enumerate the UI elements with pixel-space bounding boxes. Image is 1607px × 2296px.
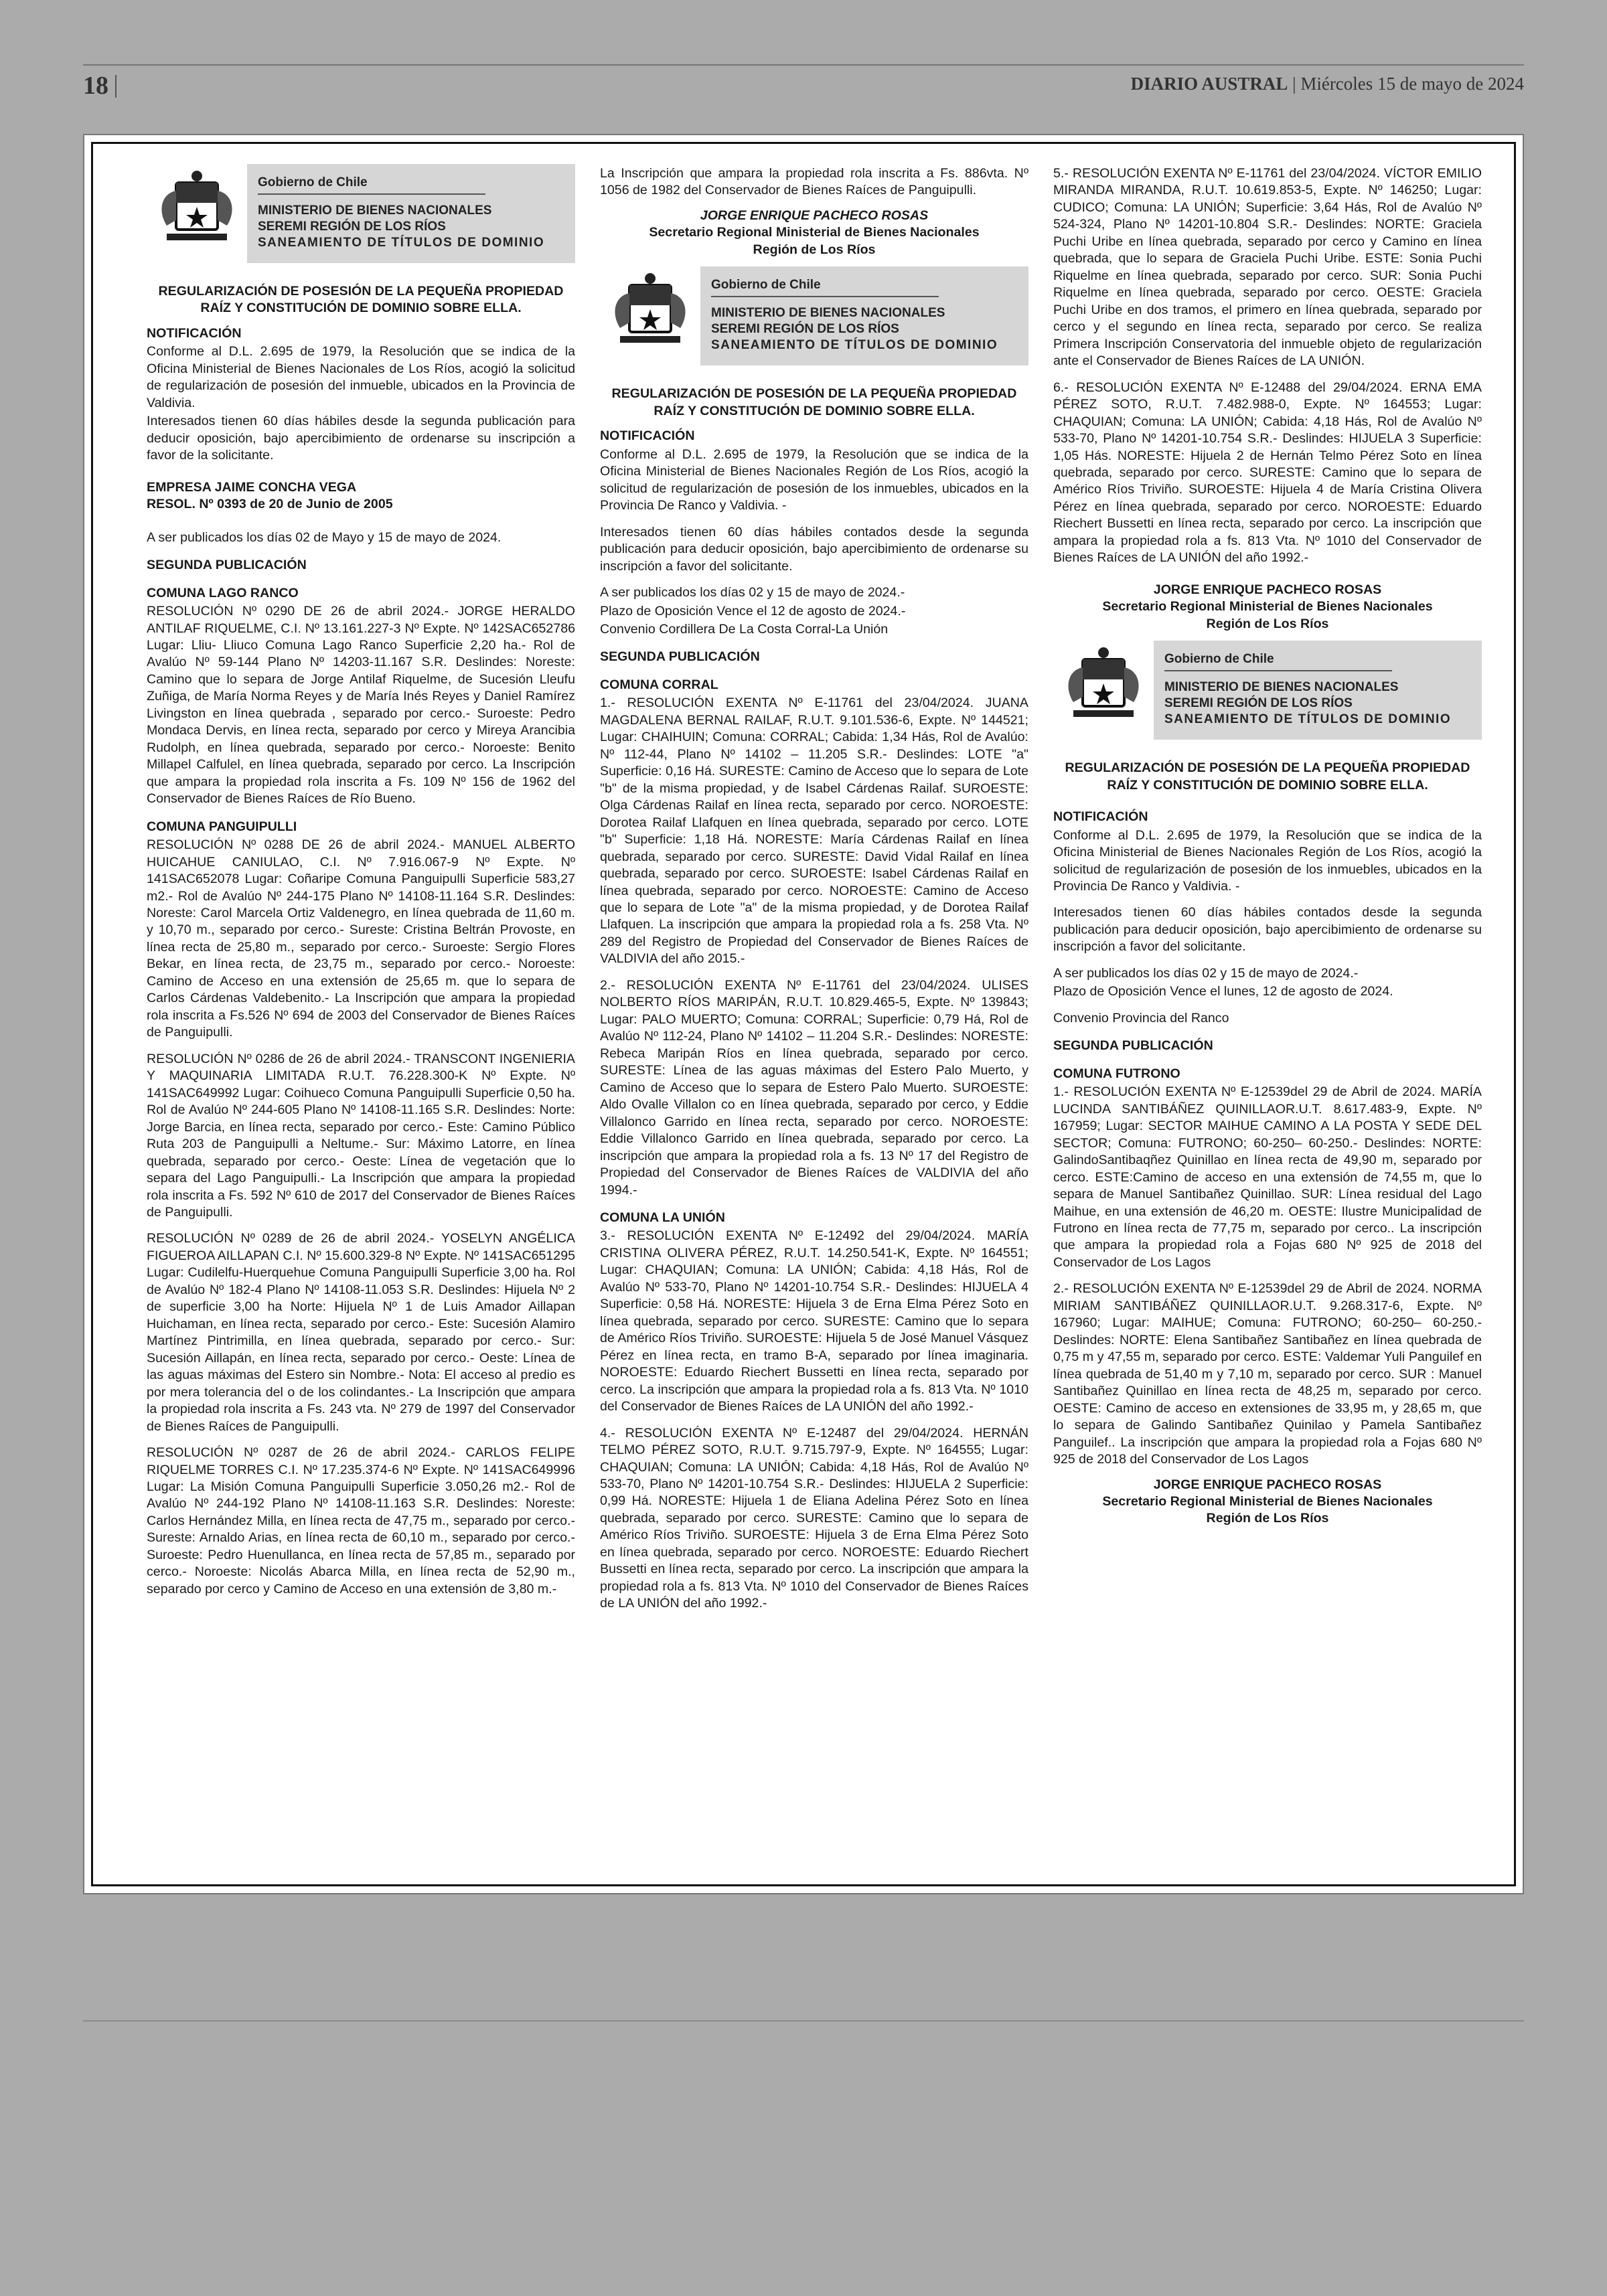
resolution-entry: 1.- RESOLUCIÓN EXENTA Nº E-12539del 29 de Abril de 2024. MARÍA LUCINDA SANTIBÁÑEZ QUINILLAOR.U.T. 8.617.483-9, Expte. Nº 167959; Lugar: SECTOR MAIHUE CAMINO A LA POSTA Y SEDE DEL SECTOR; Comuna: FUTRONO; 60-250– 60-250.- Deslindes: NORTE: GalindoSantibaqñez Quinillao en línea recta de 49,90 m, separado por cerco. ESTE:Camino de acceso en una extensión de 74,55 m, que lo separa de Manuel Santibañez Quinillao. SUR: Línea residual del Lago Maihue, en una extensión de 46,20 m. OESTE: Ilustre Municipalidad de Futrono en línea recta de 77,75 m, separado por cerco.. La inscripción que ampara la propiedad rola a Fojas 680 Nº 925 de 2018 del Conservador de Los Lagos <box>1053 1084 1482 1270</box>
publication-dates: A ser publicados los días 02 y 15 de mayo de 2024.- <box>600 585 905 600</box>
agreement-name: Convenio Cordillera De La Costa Corral-La Unión <box>600 621 889 637</box>
gov-header-rule <box>1164 670 1392 671</box>
notice-heading: REGULARIZACIÓN DE POSESIÓN DE LA PEQUEÑA PROPIEDAD RAÍZ Y CONSTITUCIÓN DE DOMINIO SOBRE ELLA. <box>611 386 1017 418</box>
gov-line-2: MINISTERIO DE BIENES NACIONALES <box>1164 680 1399 695</box>
gov-line-4: SANEAMIENTO DE TÍTULOS DE DOMINIO <box>711 338 998 353</box>
page-number-divider <box>115 75 117 98</box>
gov-line-3: SEREMI REGIÓN DE LOS RÍOS <box>1164 696 1353 711</box>
resolution-entry: 2.- RESOLUCIÓN EXENTA Nº E-11761 del 23/04/2024. ULISES NOLBERTO RÍOS MARIPÁN, R.U.T. 10.829.465-5, Expte. Nº 139843; Lugar: PALO MUERTO; Comuna: CORRAL; Superficie: 0,79 Há, Rol de Avalúo Nº 112-24, Plano Nº 14102 – 11.204 S.R.- Deslindes: NORESTE: Rebeca Maripán Ríos en línea quebrada, separado por cerco. SURESTE: Línea de las aguas máximas del Estero Palo Muerto, y Camino de Acceso que lo separa de Estero Palo Muerto. SUROESTE: Aldo Ovalle Villalon co en línea quebrada, separado por cerco, y Eddie Villalonco Garrido en línea recta, separado por cerco. NOROESTE: Eddie Villalonco Garrido en línea quebrada, separado por cerco. La inscripción que ampara la propiedad rola a fs. 13 Nº 17 del Registro de Propiedad del Conservador de Bienes Raíces de VALDIVIA del año 1994.- <box>600 977 1028 1198</box>
section-title: SEGUNDA PUBLICACIÓN <box>600 649 760 665</box>
chile-coat-of-arms-icon <box>147 164 247 263</box>
notice-sheet <box>83 134 1524 1894</box>
gov-line-1: Gobierno de Chile <box>1164 652 1274 667</box>
resolution-entry: La Inscripción que ampara la propiedad rola inscrita a Fs. 886vta. Nº 1056 de 1982 del Conservador de Bienes Raíces de Panguipulli. <box>600 166 1028 198</box>
notification-body-2: Interesados tienen 60 días hábiles desde la segunda publicación para deducir oposición, bajo apercibimiento de ordenarse su inscripción a favor de la solicitante. <box>147 414 575 463</box>
publication-date: Miércoles 15 de mayo de 2024 <box>1300 74 1524 94</box>
notification-body: Conforme al D.L. 2.695 de 1979, la Resolución que se indica de la Oficina Ministerial de Bienes Nacionales de Los Ríos, acogió la solicitud de regularización de posesión del inmueble, ubicados en la Provincia de Valdivia. <box>147 344 575 410</box>
resolution-entry: RESOLUCIÓN Nº 0290 DE 26 de abril 2024.- JORGE HERALDO ANTILAF RIQUELME, C.I. Nº 13.161.227-3 Nº Expte. Nº 142SAC652786 Lugar: Lliu- Lliuco Comuna Lago Ranco Superficie 2,20 ha.- Rol de Avalúo Nº 59-144 Plano Nº 14203-11.167 S.R. Deslindes: Noreste: Camino que lo separa de Jorge Antilaf Riquelme, de Sucesión Lleufu Zuñiga, de María Norma Reyes y de María Inés Reyes y Daniel Ramírez Livingston en línea quebrada , separado por cerco.- Suroeste: Pedro Mondaca Dervis, en línea recta, separado por cerco y Mireya Arancibia Rudolph, en línea quebrada, separado por cerco.- Noroeste: Benito Millapel Calfulel, en línea quebrada, separado por cerco. La Inscripción que ampara la propiedad rola inscrita a Fs. 109 Nº 156 de 1962 del Conservador de Bienes Raíces de Río Bueno. <box>147 604 575 807</box>
opposition-deadline: Plazo de Oposición Vence el lunes, 12 de agosto de 2024. <box>1053 984 1393 999</box>
resolution-entry: RESOLUCIÓN Nº 0286 de 26 de abril 2024.- TRANSCONT INGENIERIA Y MAQUINARIA LIMITADA R.U.T. 76.228.300-K Nº Expte. Nº 141SAC649992 Lugar: Coihueco Comuna Panguipulli Superficie 0,50 ha. Rol de Avalúo Nº 244-605 Plano Nº 14108-11.165 S.R. Deslindes: Norte: Jorge Barcia, en línea recta, separado por cerco.- Este: Camino Público Ruta 203 de Panguipulli a Neltume.- Sur: Máximo Latorre, en línea quebrada, separado por cerco.- Oeste: Línea de vegetación que lo separa del Lago Panguipulli.- La Inscripción que ampara la propiedad rola inscrita a Fs. 592 Nº 610 de 2017 del Conservador de Bienes Raíces de Panguipulli. <box>147 1051 575 1220</box>
gov-header-rule <box>258 193 485 195</box>
comuna-title: COMUNA PANGUIPULLI <box>147 819 297 834</box>
resolution-entry: RESOLUCIÓN Nº 0288 DE 26 de abril 2024.- MANUEL ALBERTO HUICAHUE CANIULAO, C.I. Nº 7.916.067-9 Nº Expte. Nº 141SAC652078 Lugar: Coñaripe Comuna Panguipulli Superficie 583,27 m2.- Rol de Avalúo Nº 244-175 Plano Nº 14108-11.164 S.R. Deslindes: Noreste: Carol Marcela Ortiz Valdenegro, en línea quebrada de 11,60 m. y 10,70 m., separado por cerco.- Sureste: Cristina Beltrán Provoste, en línea recta de 25,80 m., separado por cerco.- Suroeste: Sergio Flores Bekar, en línea recta, de 23,75 m., separado por cerco.- Noroeste: Camino de Acceso en una extensión de 25,65 m. que lo separa de Carlos Cárdenas Valdebenito.- La Inscripción que ampara la propiedad rola inscrita a Fs.526 Nº 694 de 2003 del Conservador de Bienes Raíces de Panguipulli. <box>147 837 575 1040</box>
resolution-entry: 5.- RESOLUCIÓN EXENTA Nº E-11761 del 23/04/2024. VÍCTOR EMILIO MIRANDA MIRANDA, R.U.T. 10.619.853-5, Expte. Nº 146250; Lugar: CUDICO; Comuna: LA UNIÓN; Superficie: 3,64 Hás, Rol de Avalúo Nº 524-324, Plano Nº 14201-10.804 S.R.- Deslindes: NORTE: Graciela Puchi Uribe en línea quebrada, separado por cerco y Camino en línea quebrada, que lo separa de Graciela Puchi Uribe. ESTE: Sonia Puchi Riquelme en línea quebrada, separado por cerco. SUR: Sonia Puchi Riquelme en línea quebrada, separado por cerco. OESTE: Graciela Puchi Uribe en dos tramos, el primero en línea quebrada, separado por cerco y el segundo en línea recta, separado por cerco. Se realiza Primera Inscripción Conservatoria del inmueble objeto de regularización ante el Conservador de Bienes Raíces de LA UNIÓN. <box>1053 166 1482 369</box>
resolution-entry: 3.- RESOLUCIÓN EXENTA Nº E-12492 del 29/04/2024. MARÍA CRISTINA OLIVERA PÉREZ, R.U.T. 14.250.541-K, Expte. Nº 164551; Lugar: CHAQUIAN; Comuna: LA UNIÓN; Cabida: 4,18 Hás, Rol de Avalúo Nº 533-70, Plano Nº 14201-10.754 S.R.- Deslindes: HIJUELA 4 Superficie: 0,58 Há. NORESTE: Hijuela 3 de Erna Elma Pérez Soto en línea quebrada, separado por cerco. SURESTE: Camino que lo separa de Américo Ríos Triviño. SUROESTE: Hijuela 5 de José Manuel Vásquez Pérez en línea recta, en tramo B-A, separado por línea imaginaria. NOROESTE: Eduardo Riechert Bussetti en línea recta, separado por cerco. La inscripción que ampara la propiedad rola a fs. 813 Vta. Nº 1010 del Conservador de Bienes Raíces de LA UNIÓN del año 1992.- <box>600 1228 1028 1414</box>
notification-body: Conforme al D.L. 2.695 de 1979, la Resolución que se indica de la Oficina Ministerial de Bienes Nacionales Región de Los Ríos, acogió la solicitud de regularización de posesión de los inmuebles, ubicados en la Provincia De Ranco y Valdivia. - <box>600 446 1028 513</box>
column-3 <box>1053 164 1482 1528</box>
government-header-band <box>247 164 575 263</box>
government-header-band <box>700 266 1028 365</box>
signature-region: Región de Los Ríos <box>753 242 876 257</box>
chile-coat-of-arms-icon <box>1053 641 1154 740</box>
notification-title: NOTIFICACIÓN <box>600 428 695 444</box>
section-title: SEGUNDA PUBLICACIÓN <box>1053 1038 1213 1054</box>
comuna-title: COMUNA FUTRONO <box>1053 1066 1180 1081</box>
page-number: 18 <box>83 72 108 100</box>
resolution-entry: 6.- RESOLUCIÓN EXENTA Nº E-12488 del 29/04/2024. ERNA EMA PÉREZ SOTO, R.U.T. 7.482.988-0, Expte. Nº 164553; Lugar: CHAQUIAN; Comuna: LA UNIÓN; Cabida: 4,18 Hás, Rol de Avalúo Nº 533-70, Plano Nº 14201-10.754 S.R.- Deslindes: HIJUELA 3 Superficie: 1,05 Hás. NORESTE: Hijuela 2 de Hernán Telmo Pérez Soto en línea quebrada, separado por cerco. SURESTE: Camino que lo separa de Américo Ríos Triviño. SUROESTE: Hijuela 4 de María Cristina Olivera Pérez en línea quebrada, separado por cerco. NOROESTE: Eduardo Riechert Bussetti en línea recta, separado por cerco. La inscripción que ampara la propiedad rola a fs. 813 Vta. Nº 1010 del Conservador de Bienes Raíces de LA UNIÓN del año 1992.- <box>1053 380 1482 566</box>
gov-line-2: MINISTERIO DE BIENES NACIONALES <box>711 306 945 321</box>
comuna-title: COMUNA CORRAL <box>600 677 718 692</box>
publication-dates: A ser publicados los días 02 y 15 de mayo de 2024.- <box>1053 965 1359 981</box>
page-bottom-rule <box>83 2020 1524 2022</box>
publication-dateline: DIARIO AUSTRAL | Miércoles 15 de mayo de 2024 <box>1130 74 1524 94</box>
resolution-entry: 4.- RESOLUCIÓN EXENTA Nº E-12487 del 29/04/2024. HERNÁN TELMO PÉREZ SOTO, R.U.T. 9.715.797-9, Expte. Nº 164555; Lugar: CHAQUIAN; Comuna: LA UNIÓN; Cabida: 4,18 Hás, Rol de Avalúo Nº 533-70, Plano Nº 14201-10.754 S.R.- Deslindes: HIJUELA 2 Superficie: 0,99 Há. NORESTE: Hijuela 1 de Eliana Adelina Pérez Soto en línea quebrada, separado por cerco. SURESTE: Camino que lo separa de Américo Ríos Triviño. SUROESTE: Hijuela 3 de Erna Elma Pérez Soto en línea quebrada, separado por cerco. NOROESTE: Eduardo Riechert Bussetti en línea recta, separado por cerco. La inscripción que ampara la propiedad rola a fs. 813 Vta. Nº 1010 del Conservador de Bienes Raíces de LA UNIÓN del año 1992.- <box>600 1425 1028 1611</box>
signature-name: JORGE ENRIQUE PACHECO ROSAS <box>1153 1477 1382 1492</box>
comuna-title: COMUNA LA UNIÓN <box>600 1210 725 1225</box>
notice-heading: REGULARIZACIÓN DE POSESIÓN DE LA PEQUEÑA PROPIEDAD RAÍZ Y CONSTITUCIÓN DE DOMINIO SOBRE ELLA. <box>1065 760 1470 793</box>
gov-line-4: SANEAMIENTO DE TÍTULOS DE DOMINIO <box>1164 712 1452 727</box>
resolution-entry: RESOLUCIÓN Nº 0289 de 26 de abril 2024.- YOSELYN ANGÉLICA FIGUEROA AILLAPAN C.I. Nº 15.600.329-8 Nº Expte. Nº 141SAC651295 Lugar: Cudilelfu-Huerquehue Comuna Panguipulli Superficie 3,00 ha. Rol de Avalúo Nº 182-4 Plano Nº 14108-11.053 S.R. Deslindes: Hijuela Nº 2 de superficie 3,00 ha Norte: Hijuela Nº 1 de Luis Amador Aillapan Huichaman, en línea recta, separado por cerco.- Este: Sucesión Alamiro Martínez Pintrimilla, en línea quebrada, separado por cerco.- Sur: Sucesión Aillapán, en línea recta, separado por cerco.- Oeste: Línea de las aguas máximas del Estero sin Nombre.- Nota: El acceso al predio es por mera tolerancia del o de los colindantes.- La Inscripción que ampara la propiedad rola inscrita a Fs. 243 vta. Nº 279 de 1997 del Conservador de Bienes Raíces de Panguipulli. <box>147 1231 575 1434</box>
government-header <box>147 164 575 263</box>
gov-line-4: SANEAMIENTO DE TÍTULOS DE DOMINIO <box>258 236 545 250</box>
notification-body-2: Interesados tienen 60 días hábiles contados desde la segunda publicación para deducir oposición, bajo apercibimiento de ordenarse su inscripción a favor del solicitante. <box>600 524 1028 574</box>
gov-line-2: MINISTERIO DE BIENES NACIONALES <box>258 203 492 218</box>
gov-line-1: Gobierno de Chile <box>258 175 368 189</box>
gov-header-rule <box>711 296 939 297</box>
notice-heading: REGULARIZACIÓN DE POSESIÓN DE LA PEQUEÑA PROPIEDAD RAÍZ Y CONSTITUCIÓN DE DOMINIO SOBRE ELLA. <box>158 284 564 316</box>
signature-name: JORGE ENRIQUE PACHECO ROSAS <box>700 208 929 223</box>
government-header <box>600 266 1028 365</box>
signature-title: Secretario Regional Ministerial de Bienes Nacionales <box>1102 1494 1433 1509</box>
publication-dates: A ser publicados los días 02 de Mayo y 15 de mayo de 2024. <box>147 529 502 545</box>
notice-border <box>91 142 1516 1886</box>
signature-region: Región de Los Ríos <box>1206 616 1329 631</box>
chile-coat-of-arms-icon <box>600 266 700 365</box>
agreement-name: Convenio Provincia del Ranco <box>1053 1010 1229 1026</box>
notification-title: NOTIFICACIÓN <box>147 325 242 341</box>
signature-title: Secretario Regional Ministerial de Bienes Nacionales <box>649 225 980 240</box>
section-title: SEGUNDA PUBLICACIÓN <box>147 558 307 573</box>
publication-name: DIARIO AUSTRAL <box>1130 74 1288 94</box>
company-name: EMPRESA JAIME CONCHA VEGA <box>147 479 357 495</box>
resolution-entry: 2.- RESOLUCIÓN EXENTA Nº E-12539del 29 de Abril de 2024. NORMA MIRIAM SANTIBÁÑEZ QUINILLAOR.U.T. 9.268.317-6, Expte. Nº 167960; Lugar: MAIHUE; Comuna: FUTRONO; 60-250– 60-250.- Deslindes: NORTE: Elena Santibañez Santibañez en línea quebrada de 0,75 m y 47,55 m, separado por cerco. ESTE: Valdemar Yuli Panguilef en línea quebrada de 51,40 m y 7,10 m, separado por cerco. SUR : Manuel Santibañez Quinillao en línea recta de 48,25 m, separado por cerco. OESTE: Camino de acceso en extensiones de 33,95 m, y 28,65 m, que lo separa de Galindo Santibañez Quinilao y Pamela Santibañez Panguilef.. La inscripción que ampara la propiedad rola a Fojas 680 Nº 925 de 2018 del Conservador de Los Lagos <box>1053 1281 1482 1467</box>
government-header <box>1053 641 1482 740</box>
opposition-deadline: Plazo de Oposición Vence el 12 de agosto de 2024.- <box>600 603 906 619</box>
gov-line-1: Gobierno de Chile <box>711 278 821 293</box>
signature-name: JORGE ENRIQUE PACHECO ROSAS <box>1153 582 1382 597</box>
resolution-entry: RESOLUCIÓN Nº 0287 de 26 de abril 2024.- CARLOS FELIPE RIQUELME TORRES C.I. Nº 17.235.374-6 Nº Expte. Nº 141SAC649996 Lugar: La Misión Comuna Panguipulli Superficie 3.050,26 m2.- Rol de Avalúo Nº 244-192 Plano Nº 14108-11.163 S.R. Deslindes: Noreste: Carlos Hernández Milla, en línea recta de 47,75 m., separado por cerco.- Sureste: Arnaldo Arias, en línea recta de 60,10 m., separado por cerco.- Suroeste: Pedro Huenullanca, en línea recta de 57,85 m., separado por cerco.- Noroeste: Nicolás Abarca Milla, en línea recta de 52,90 m., separado por cerco y Camino de Acceso en una extensión de 3,80 m.- <box>147 1445 575 1596</box>
gov-line-3: SEREMI REGIÓN DE LOS RÍOS <box>258 220 446 234</box>
government-header-band <box>1154 641 1482 740</box>
notification-title: NOTIFICACIÓN <box>1053 809 1148 825</box>
column-2 <box>600 164 1028 1613</box>
notification-body-2: Interesados tienen 60 días hábiles contados desde la segunda publicación para deducir oposición, bajo apercibimiento de ordenarse su inscripción a favor del solicitante. <box>1053 905 1482 955</box>
resolution-entry: 1.- RESOLUCIÓN EXENTA Nº E-11761 del 23/04/2024. JUANA MAGDALENA BERNAL RAILAF, R.U.T. 9.101.536-6, Expte. Nº 144521; Lugar: CHAIHUIN; Comuna: CORRAL; Cabida: 1,34 Hás, Rol de Avalúo: Nº 112-44, Plano Nº 14102 – 11.205 S.R.- Deslindes: LOTE "a" Superficie: 0,16 Há. SURESTE: Camino de Acceso que lo separa de Lote "b" de la misma propiedad, y de Isabel Cárdenas Railaf. SUROESTE: Olga Cárdenas Railaf en línea recta, separado por cerco. NOROESTE: Dorotea Railaf Llafquen en línea quebrada, separado por cerco. LOTE "b" Superficie: 1,18 Há. NORESTE: María Cárdenas Railaf en línea quebrada, separado por cerco. SURESTE: David Vidal Railaf en línea quebrada, separado por cerco. SUROESTE: Isabel Cárdenas Railaf en línea quebrada, separado por cerco. NOROESTE: Camino de Acceso que lo separa de Lote "a" de la misma propiedad, y de Dorotea Railaf Llafquen. La inscripción que ampara la propiedad rola a fs. 258 Vta. Nº 289 del Registro de Propiedad del Conservador de Bienes Raíces de VALDIVIA del año 2015.- <box>600 695 1028 967</box>
comuna-title: COMUNA LAGO RANCO <box>147 585 299 600</box>
signature-title: Secretario Regional Ministerial de Bienes Nacionales <box>1102 599 1433 614</box>
signature-region: Región de Los Ríos <box>1206 1511 1329 1526</box>
page-masthead <box>83 64 1524 104</box>
resolution-ref: RESOL. Nº 0393 de 20 de Junio de 2005 <box>147 497 393 512</box>
column-1 <box>147 164 575 1598</box>
gov-line-3: SEREMI REGIÓN DE LOS RÍOS <box>711 322 899 337</box>
notification-body: Conforme al D.L. 2.695 de 1979, la Resolución que se indica de la Oficina Ministerial de Bienes Nacionales Región de Los Ríos, acogió la solicitud de regularización de posesión de los inmuebles, ubicados en la Provincia De Ranco y Valdivia. - <box>1053 827 1482 894</box>
